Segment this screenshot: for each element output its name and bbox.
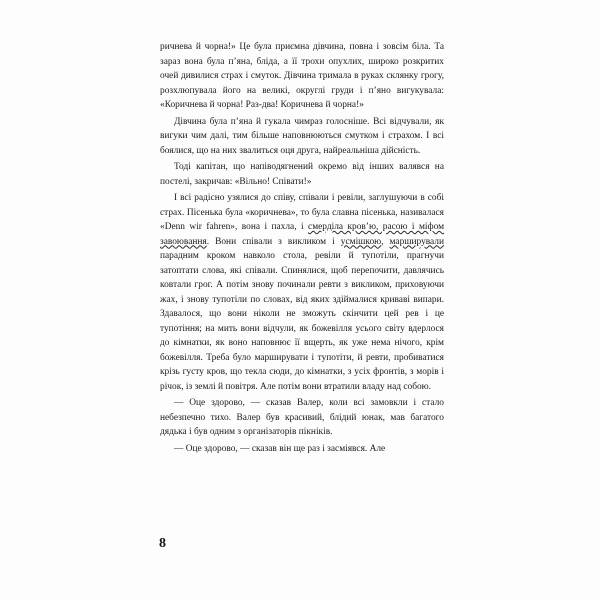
- text-segment: Дівчина була п’яна й гукала чимраз голосніше. Всі відчували, як вигуки чим далі, тим більше наповнюються смутком і страхом. І всі боялися, що на них звалиться оця друга, найреальніша дійсність.: [160, 116, 444, 156]
- text-segment: . Вони співали з викликом і: [206, 236, 341, 247]
- text-segment: ричнева й чорна!» Це була приємна дівчина, повна і зовсім біла. Та зараз вона була п’яна, бліда, а її трохи опухлих, широко розкритих очей дивилися страх і смуток. Дівчина тримала в руках склянку грогу, розхлюпувала його на великі, округлі груди і п’яно вигукувала: «Коричнева й чорна! Раз-два! Коричнева й чорна!»: [160, 42, 444, 110]
- body-text: [160, 40, 444, 456]
- text-segment: І всі радісно узялися до співу, співали і ревіли, заглушуючи в собі страх. Пісенька була «коричнева», то була славна пісенька, називалася «Denn wir fahren», вона і пахла, і: [160, 193, 444, 232]
- page-number: 8: [159, 536, 166, 551]
- underlined-text: марширували: [389, 236, 444, 247]
- paragraph: [160, 191, 444, 394]
- text-segment: Тоді капітан, що напіводягнений окремо від інших валявся на постелі, закричав: «Вільно! Співати!»: [160, 162, 444, 187]
- paragraph: [160, 115, 444, 159]
- paragraph: [160, 40, 444, 113]
- paragraph: [160, 396, 444, 440]
- text-segment: — Оце здорово, — сказав Валер, коли всі замовкли і стало небезпечно тихо. Валер був красивий, блідий юнак, мав багатого дядька і був одним з організаторів пікніків.: [160, 398, 444, 437]
- paragraph: [160, 442, 444, 457]
- paragraph: [160, 160, 444, 189]
- underlined-text: смерділа кров’ю, расою і міфом завоювання: [160, 222, 445, 247]
- underlined-text: усмішкою: [340, 236, 382, 247]
- text-segment: ,: [381, 236, 390, 247]
- text-segment: — Оце здорово, — сказав він ще раз і засміявся. Але: [174, 443, 386, 454]
- text-segment: парадним кроком навколо стола, ревіли й тупотіли, прагнучи затоптати слова, які співали. Спинялися, щоб перепочити, давлячись ковтали грог. А потім знову починали ревти з викликом, приховуючи жах, і знову тупотіли по словах, від яких здіймалися криваві випари. Здавалося, що вони ніколи не зможуть скінчити цей рев і це тупотіння; на мить вони відчули, як божевілля усього світу вдерлося до кімнатки, як воно наповнює її вщерть, як уже нема нічого, крім божевілля. Треба було марширувати і тупотіти, й ревти, пробиватися крізь густу кров, що текла сюди, до кімнатки, з усіх фронтів, з морів і річок, із землі й повітря. Але потім вони втратили владу над собою.: [160, 251, 444, 392]
